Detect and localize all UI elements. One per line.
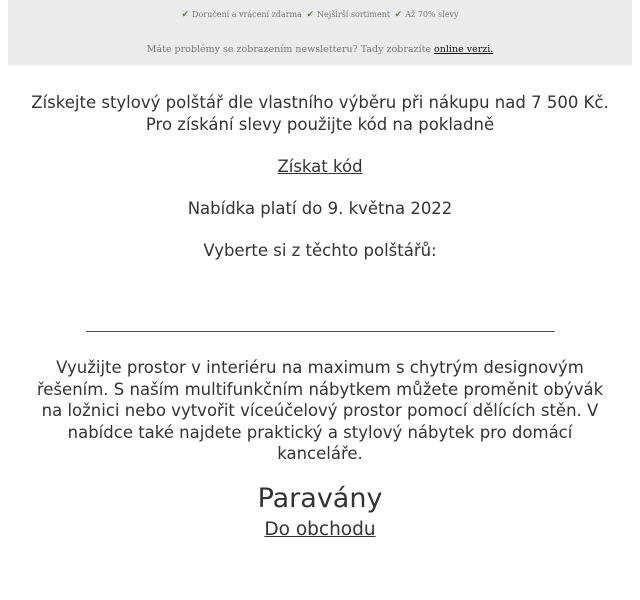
get-code-row: [20, 156, 620, 178]
check-icon: ✔: [181, 10, 190, 20]
usp-label: Nejširší sortiment: [316, 10, 391, 19]
usp-label: Doručení a vrácení zdarma: [192, 10, 302, 19]
promo-line-2: Pro získání slevy použijte kód na pokladně: [145, 115, 495, 134]
promo-line-1: Získejte stylový polštář dle vlastního výběru při nákupu nad 7 500 Kč.: [31, 93, 609, 112]
online-version-link[interactable]: online verzi.: [434, 44, 494, 55]
promo-text: [20, 92, 620, 136]
shop-link[interactable]: Do obchodu: [264, 519, 376, 540]
shop-link-row: [20, 518, 620, 542]
check-icon: ✔: [306, 10, 314, 20]
usp-label: Až 70% slevy: [405, 10, 459, 19]
get-code-link[interactable]: Získat kód: [277, 157, 363, 176]
online-version-text: Máte problémy se zobrazením newsletteru? Tady zobrazíte: [146, 44, 435, 55]
newsletter-header: [8, 0, 632, 65]
check-icon: ✔: [394, 10, 403, 20]
section-divider: [86, 331, 555, 332]
section-description: Využijte prostor v interiéru na maximum s chytrým designovým řešením. S naším multifunkčním nábytkem můžete proměnit obývák na ložnici nebo vytvořit víceúčelový prostor pomocí dělících stěn. V nabídce také najdete praktický a stylový nábytek pro domácí kanceláře.: [36, 358, 604, 463]
usp-item: [306, 10, 390, 20]
category-title: Paravány: [257, 483, 383, 514]
offer-validity: Nabídka platí do 9. května 2022: [187, 199, 453, 218]
online-version-notice: [8, 44, 632, 55]
choose-pillows-heading: Vyberte si z těchto polštářů:: [203, 241, 437, 260]
usp-item: [395, 10, 459, 20]
usp-bar: [8, 10, 632, 20]
usp-item: [181, 10, 301, 20]
